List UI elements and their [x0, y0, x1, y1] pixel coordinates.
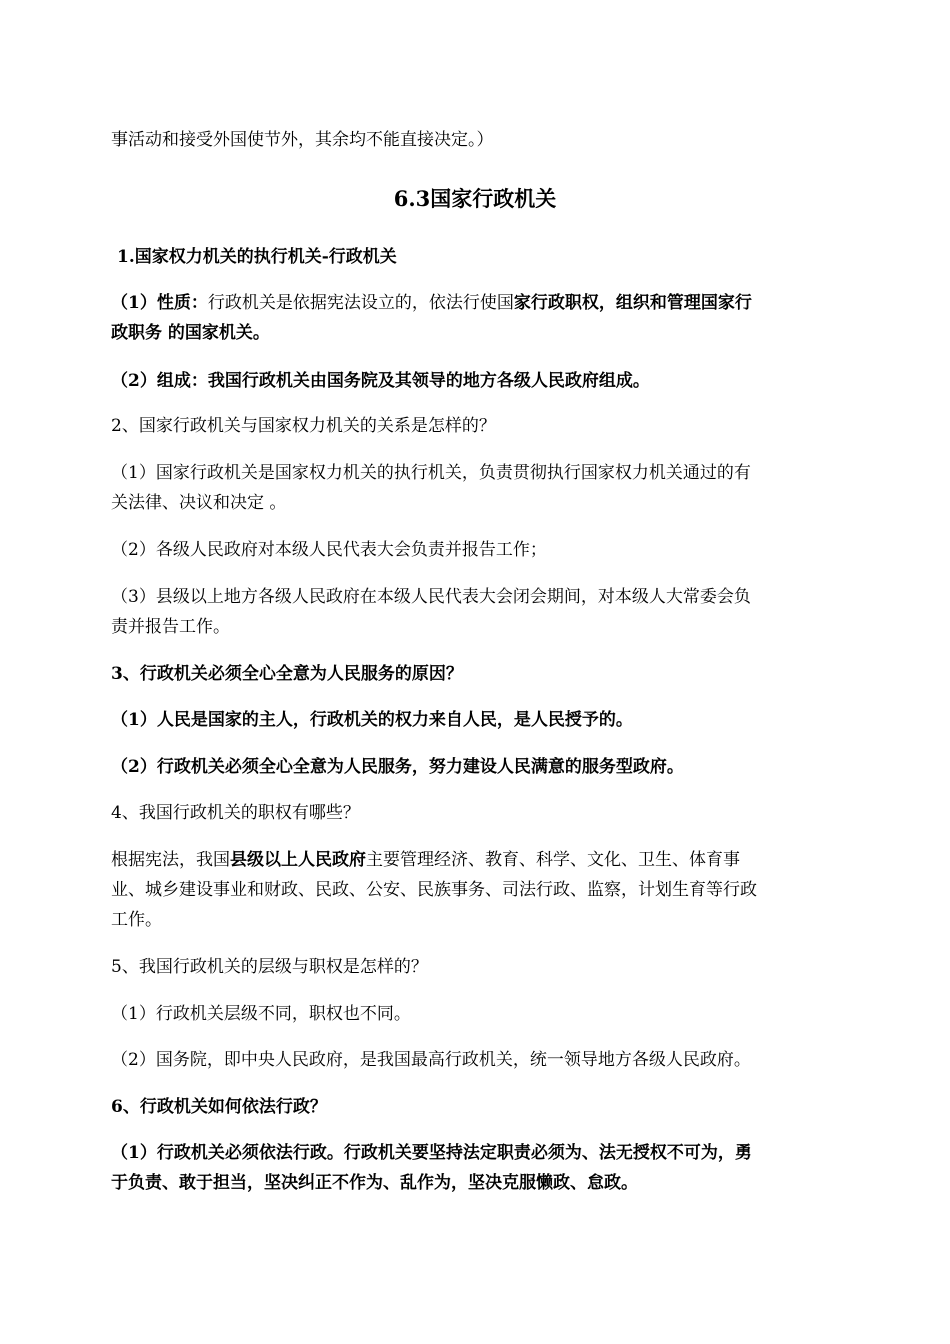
q1-nature-line1 — [111, 291, 841, 315]
q4-p-line1 — [111, 848, 841, 872]
q4-p-suffix: 主要管理经济、教育、科学、文化、卫生、体育事 — [366, 850, 740, 870]
q4-p-prefix: 根据宪法，我国 — [111, 850, 230, 870]
q2-p3-line2: 责并报告工作。 — [111, 617, 230, 637]
q3-p2: （2）行政机关必须全心全意为人民服务，努力建设人民满意的服务型政府。 — [111, 757, 684, 777]
q1-heading: 1.国家权力机关的执行机关-行政机关 — [117, 247, 397, 267]
q4-p-line3: 工作。 — [111, 910, 162, 930]
q6-heading: 6、行政机关如何依法行政？ — [111, 1097, 327, 1117]
q4-p-bold: 县级以上人民政府 — [230, 850, 366, 870]
q1-nature-line2: 政职务 的国家机关。 — [111, 323, 270, 343]
q2-p2: （2）各级人民政府对本级人民代表大会负责并报告工作； — [111, 540, 547, 560]
q5-p1: （1）行政机关层级不同，职权也不同。 — [111, 1004, 411, 1024]
q5-heading: 5、我国行政机关的层级与职权是怎样的？ — [111, 957, 428, 977]
q1-nature-plain: 行政机关是依据宪法设立的，依法行使国 — [207, 293, 514, 313]
q4-heading: 4、我国行政机关的职权有哪些？ — [111, 803, 360, 823]
q1-composition: （2）组成：我国行政机关由国务院及其领导的地方各级人民政府组成。 — [111, 371, 650, 391]
intro-tail-line: 事活动和接受外国使节外，其余均不能直接决定。） — [111, 130, 494, 150]
q2-p3-line1: （3）县级以上地方各级人民政府在本级人民代表大会闭会期间，对本级人大常委会负 — [111, 587, 751, 607]
q2-p1-line1: （1）国家行政机关是国家权力机关的执行机关，负责贯彻执行国家权力机关通过的有 — [111, 463, 751, 483]
q5-p2: （2）国务院，即中央人民政府，是我国最高行政机关，统一领导地方各级人民政府。 — [111, 1050, 751, 1070]
q1-nature-label: （1）性质： — [111, 293, 208, 313]
q6-p1-line2: 于负责、敢于担当，坚决纠正不作为、乱作为，坚决克服懒政、怠政。 — [111, 1173, 638, 1193]
q2-p1-line2: 关法律、决议和决定 。 — [111, 493, 287, 513]
q4-p-line2: 业、城乡建设事业和财政、民政、公安、民族事务、司法行政、监察，计划生育等行政 — [111, 880, 757, 900]
q1-nature-bold-1: 家行政职权，组织和管理国家行 — [513, 293, 752, 313]
section-title: 6.3国家行政机关 — [393, 186, 557, 211]
q2-heading: 2、国家行政机关与国家权力机关的关系是怎样的？ — [111, 416, 496, 436]
q6-p1-line1: （1）行政机关必须依法行政。行政机关要坚持法定职责必须为、法无授权不可为，勇 — [111, 1143, 752, 1163]
q3-p1: （1）人民是国家的主人，行政机关的权力来自人民，是人民授予的。 — [111, 710, 633, 730]
q3-heading: 3、行政机关必须全心全意为人民服务的原因？ — [111, 664, 463, 684]
